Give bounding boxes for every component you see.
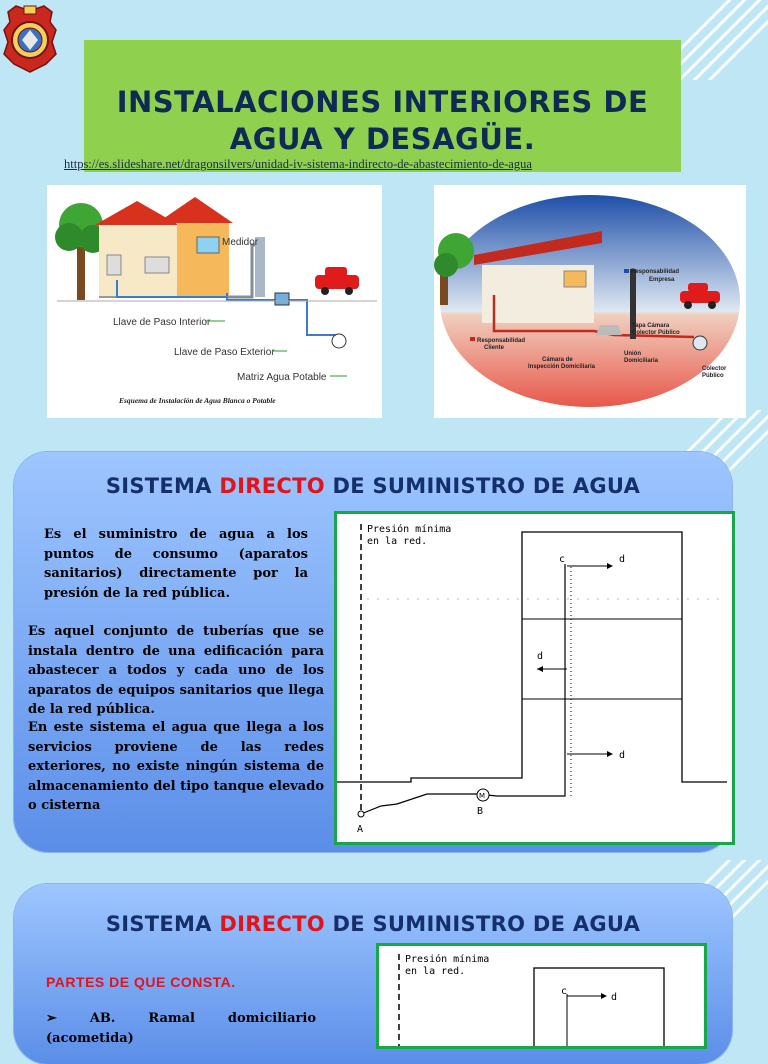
label-presion-1b: Presión mínima xyxy=(405,954,490,965)
water-installation-diagram xyxy=(47,185,382,418)
pressure-diagram-2 xyxy=(376,943,707,1049)
label-resp-empresa-2: Empresa xyxy=(649,277,675,283)
title-banner xyxy=(84,40,681,172)
parts-item-ab: ➢ AB. Ramal domiciliario (acometida) xyxy=(46,1011,316,1046)
label-c: c xyxy=(559,554,566,565)
label-d-2: d xyxy=(611,992,618,1003)
label-camara-2: Inspección Domiciliaria xyxy=(528,364,596,370)
label-llave-interior: Llave de Paso Interior xyxy=(113,317,211,328)
label-d-low: d xyxy=(619,750,626,761)
label-a: A xyxy=(357,824,364,835)
label-c-2: c xyxy=(561,986,568,997)
label-tapa-1: Tapa Cámara xyxy=(632,323,670,329)
label-medidor: Medidor xyxy=(222,237,259,248)
page-title: INSTALACIONES INTERIORES DE AGUA Y DESAGÜE. xyxy=(116,85,649,156)
label-union-1: Unión xyxy=(624,351,641,357)
label-resp-empresa-1: Responsabilidad xyxy=(631,269,680,275)
label-colector-2: Público xyxy=(702,373,724,379)
sewer-responsibility-diagram xyxy=(434,185,746,418)
definition-paragraph: Es el suministro de agua a los puntos de consumo (aparatos sanitarios) directamente por la presión de la red pública. xyxy=(44,527,308,601)
parts-title: PARTES DE QUE CONSTA. xyxy=(46,974,236,990)
description-paragraph: Es aquel conjunto de tuberías que se instala dentro de una edificación para abastecer a todos y cada uno de los aparatos de equipos sanitarios que llega de la red pública. xyxy=(28,624,324,717)
diagram-caption: Esquema de Instalación de Agua Blanca o Potable xyxy=(119,396,276,405)
label-colector-1: Colector xyxy=(702,366,727,372)
label-camara-1: Cámara de xyxy=(542,357,573,363)
label-d-top: d xyxy=(619,554,626,565)
university-seal-logo xyxy=(2,2,58,74)
pressure-diagram-drawing xyxy=(337,514,732,842)
label-m: M xyxy=(479,792,486,800)
label-presion-1: Presión mínima xyxy=(367,524,452,535)
label-d-mid: d xyxy=(537,651,544,662)
house-water-illustration xyxy=(47,185,382,418)
source-link[interactable]: https://es.slideshare.net/dragonsilvers/unidad-iv-sistema-indirecto-de-abastecimiento-de-agua xyxy=(64,157,532,171)
label-tapa-2: Colector Público xyxy=(632,330,680,336)
label-presion-2b: en la red. xyxy=(405,966,466,977)
label-presion-2: en la red. xyxy=(367,536,428,547)
section-heading-2: SISTEMA DIRECTO DE SUMINISTRO DE AGUA xyxy=(105,912,641,936)
system-paragraph: En este sistema el agua que llega a los servicios proviene de las redes exteriores, no existe ningún sistema de almacenamiento del tipo tanque elevado o cisterna xyxy=(28,720,324,813)
label-resp-cliente-1: Responsabilidad xyxy=(477,338,526,344)
label-llave-exterior: Llave de Paso Exterior xyxy=(174,347,275,358)
label-b: B xyxy=(477,806,484,817)
section-heading: SISTEMA DIRECTO DE SUMINISTRO DE AGUA xyxy=(105,474,641,498)
oval-house-illustration xyxy=(434,185,746,418)
pressure-diagram-2-drawing xyxy=(379,946,704,1046)
pressure-diagram xyxy=(334,511,735,845)
label-matriz: Matriz Agua Potable xyxy=(237,372,327,383)
label-resp-cliente-2: Cliente xyxy=(484,345,505,351)
label-union-2: Domiciliaria xyxy=(624,358,659,364)
